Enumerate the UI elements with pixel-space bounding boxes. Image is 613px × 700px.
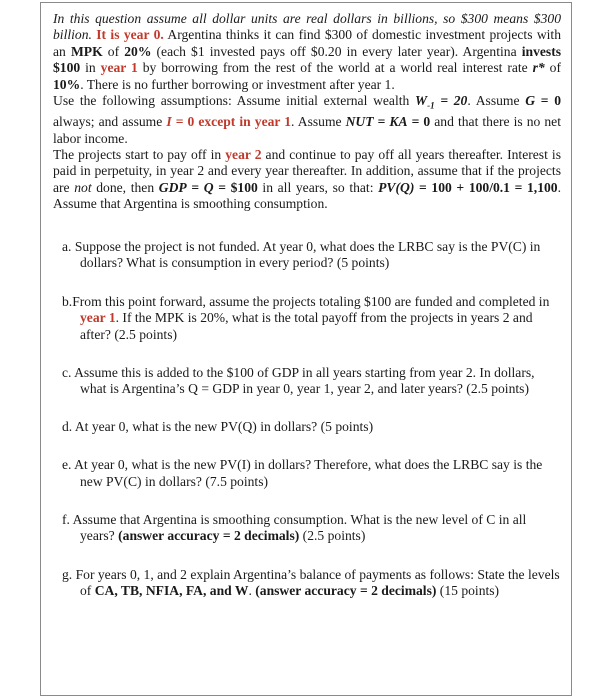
year-2-highlight: year 2 (225, 146, 262, 162)
year-0-highlight: It is year 0. (91, 27, 164, 43)
points: (15 points) (436, 583, 500, 599)
not-emphasis: not (74, 179, 92, 195)
question-a: a. Suppose the project is not funded. At year 0, what does the LRBC say is the PV(C) in dollars? What is consumption in every period? (5 points) (62, 238, 541, 271)
accuracy-note: (answer accuracy = 2 decimals) (255, 583, 437, 599)
intro-paragraph-1 (53, 11, 561, 93)
i-symbol: I (166, 114, 172, 130)
wealth-value: = 20 (434, 93, 468, 109)
world-rate-symbol: r* (532, 60, 545, 76)
intro-text (53, 3, 561, 213)
equals: = (186, 179, 204, 195)
mpk-value: 20% (124, 43, 152, 59)
ka-symbol: KA (389, 114, 408, 130)
text: and that there is no net labor income. (53, 114, 561, 146)
text: Use the following assumptions: Assume initial external wealth (53, 93, 416, 109)
i-condition: = 0 except in year 1 (171, 114, 292, 130)
text: in (80, 60, 101, 76)
invests-amount: invests $100 (53, 43, 562, 76)
mpk-label: MPK (70, 43, 103, 59)
text: g. For years 0, 1, and 2 explain Argentina’s balance of payments as follows: State the levels of (62, 566, 560, 599)
text: and continue to pay off all years thereafter. Interest is paid in perpetuity, in year 2 and every year thereafter. In addition, assume that if the projects are (53, 146, 561, 195)
g-symbol: G (525, 93, 536, 109)
text: . Assume that Argentina is smoothing consumption. (53, 179, 561, 212)
bop-items: CA, TB, NFIA, FA, and W (94, 583, 249, 599)
text: (each $1 invested pays off $0.20 in every later year). Argentina (151, 43, 522, 59)
text: f. Assume that Argentina is smoothing consumption. What is the new level of C in all years? (62, 511, 527, 544)
text: done, then (91, 179, 159, 195)
wealth-symbol: W (415, 93, 428, 109)
intro-paragraph-2 (53, 93, 561, 147)
question-c: c. Assume this is added to the $100 of GDP in all years starting from year 2. In dollars, what is Argentina’s Q = GDP in year 0, year 1, year 2, and later years? (2.5 points) (62, 364, 535, 397)
year-1-highlight: year 1 (80, 310, 116, 326)
equals: = (373, 114, 390, 130)
world-rate-value: 10% (53, 76, 81, 92)
text: b.From this point forward, assume the projects totaling $100 are funded and completed in (62, 293, 550, 309)
question-d: d. At year 0, what is the new PV(Q) in dollars? (5 points) (62, 418, 374, 434)
text: by borrowing from the rest of the world at a world real interest rate (137, 60, 533, 76)
pvq-symbol: PV(Q) (378, 179, 415, 195)
text: in all years, so that: (257, 179, 379, 195)
accuracy-note: (answer accuracy = 2 decimals) (118, 528, 300, 544)
text: of (102, 43, 125, 59)
text: always; and assume (53, 114, 167, 130)
nut-ka-value: = 0 (407, 114, 431, 130)
text: . Assume (291, 114, 346, 130)
text: of (544, 60, 561, 76)
question-frame (40, 2, 572, 696)
gdp-symbol: GDP (158, 179, 187, 195)
text: . If the MPK is 20%, what is the total payoff from the projects in years 2 and after? (2.5 points) (80, 310, 533, 342)
question-f (53, 512, 561, 545)
wealth-subscript: -1 (427, 100, 435, 111)
pvq-formula: = 100 + 100/0.1 = 1,100 (414, 179, 558, 195)
question-g (53, 567, 561, 600)
g-value: = 0 (535, 93, 561, 109)
question-b (53, 294, 561, 344)
text: . (248, 583, 256, 599)
intro-paragraph-3 (53, 147, 561, 213)
text: . Assume (467, 93, 526, 109)
text: Argentina thinks it can find $300 of domestic investment projects with an (53, 27, 562, 59)
question-e: e. At year 0, what is the new PV(I) in dollars? Therefore, what does the LRBC say is the new PV(C) in dollars? (7.5 points) (62, 457, 543, 489)
points: (2.5 points) (299, 528, 366, 544)
year-1-highlight: year 1 (100, 60, 138, 76)
text: The projects start to pay off in (53, 146, 226, 162)
gdp-value: = $100 (213, 179, 258, 195)
nut-symbol: NUT (345, 114, 374, 130)
q-symbol: Q (203, 179, 214, 195)
intro-assumption-text: In this question assume all dollar units are real dollars in billions, so $300 means $300 billion. (53, 11, 561, 43)
text: . There is no further borrowing or investment after year 1. (80, 76, 395, 92)
